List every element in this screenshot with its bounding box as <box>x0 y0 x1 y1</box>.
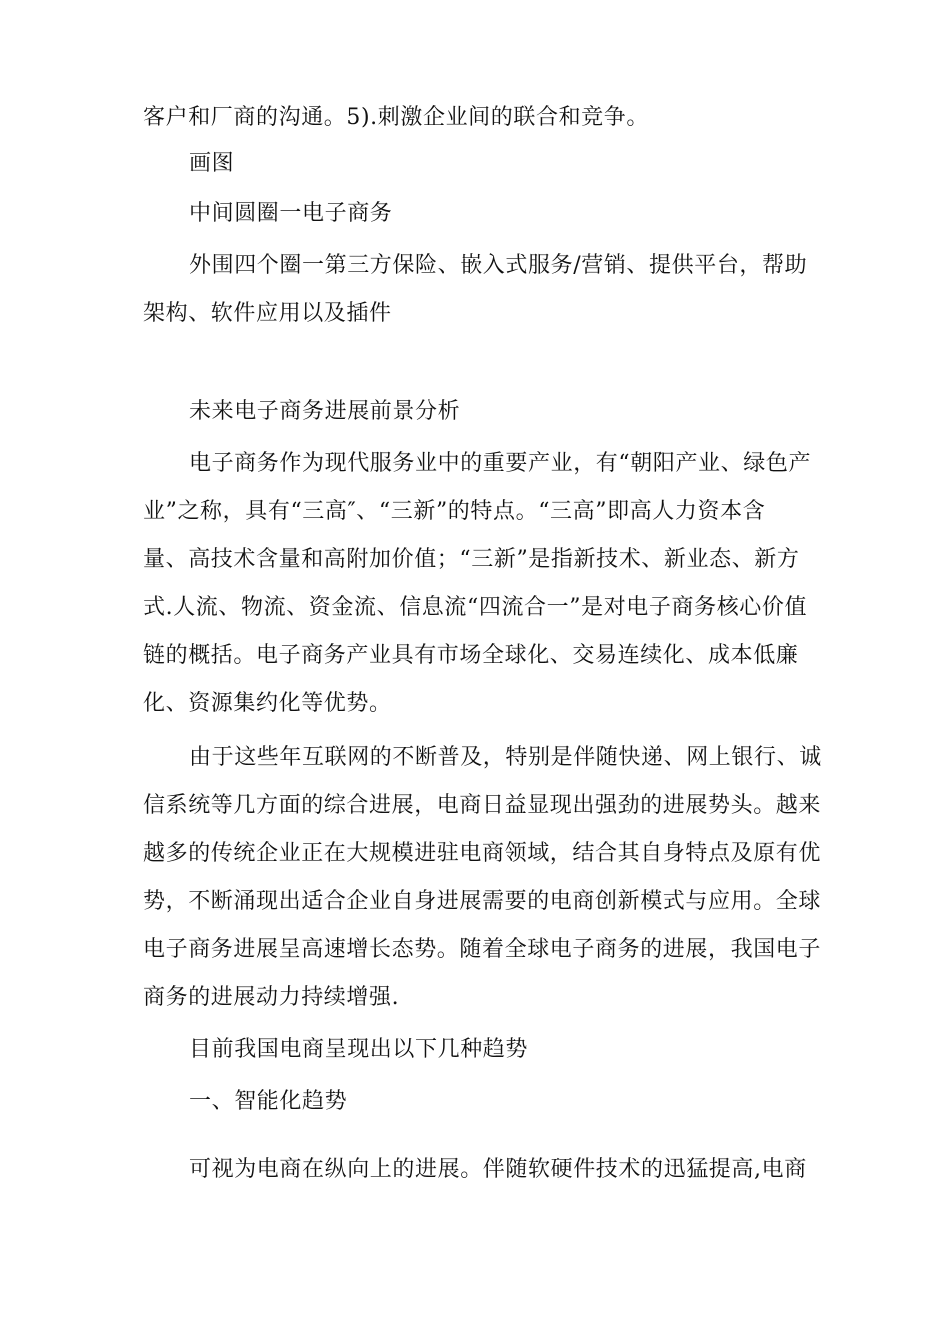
text-line: 链的概括。电子商务产业具有市场全球化、交易连续化、成本低廉 <box>143 643 799 668</box>
text-line: 画图 <box>189 151 235 176</box>
text-line: 业”之称，具有“三高″、“三新”的特点。“三高”即高人力资本含 <box>143 499 766 524</box>
paragraph-center-circle <box>143 190 823 238</box>
text-line: 信系统等几方面的综合进展，电商日益显现出强劲的进展势头。越来 <box>143 793 822 818</box>
paragraph-vertical-development <box>143 1146 823 1194</box>
paragraph-ecommerce-industry <box>143 440 823 728</box>
text-line: 由于这些年互联网的不断普及，特别是伴随快递、网上银行、诚 <box>189 745 822 770</box>
paragraph-internet-growth <box>143 734 823 1022</box>
text-line: 式.人流、物流、资金流、信息流“四流合一”是对电子商务核心价值 <box>143 595 808 620</box>
text-line: 客户和厂商的沟通。5).刺激企业间的联合和竞争。 <box>143 105 649 130</box>
paragraph-trends-intro <box>143 1026 823 1074</box>
text-line: 外围四个圈一第三方保险、嵌入式服务/营销、提供平台，帮助 <box>189 253 808 278</box>
paragraph-draw-note <box>143 140 823 188</box>
paragraph-continuation <box>143 94 823 142</box>
text-line: 一、智能化趋势 <box>189 1089 348 1114</box>
text-line: 电子商务作为现代服务业中的重要产业，有“朝阳产业、绿色产 <box>189 451 812 476</box>
text-line: 架构、软件应用以及插件 <box>143 301 392 326</box>
text-line: 中间圆圈一电子商务 <box>189 201 393 226</box>
text-line: 越多的传统企业正在大规模进驻电商领域，结合其自身特点及原有优 <box>143 841 822 866</box>
text-line: 量、高技术含量和高附加价值；“三新”是指新技术、新业态、新方 <box>143 547 800 572</box>
heading-intelligent-trend <box>143 1078 823 1126</box>
text-line: 目前我国电商呈现出以下几种趋势 <box>189 1037 529 1062</box>
text-line: 化、资源集约化等优势。 <box>143 691 392 716</box>
text-line: 势，不断涌现出适合企业自身进展需要的电商创新模式与应用。全球 <box>143 889 822 914</box>
paragraph-outer-circles <box>143 242 823 338</box>
text-line: 电子商务进展呈高速增长态势。随着全球电子商务的进展，我国电子 <box>143 937 822 962</box>
text-line: 可视为电商在纵向上的进展。伴随软硬件技术的迅猛提高,电商 <box>189 1157 807 1182</box>
text-line: 商务的进展动力持续增强. <box>143 985 400 1010</box>
text-line: 未来电子商务进展前景分析 <box>189 399 461 424</box>
section-heading-future-analysis <box>143 388 823 436</box>
